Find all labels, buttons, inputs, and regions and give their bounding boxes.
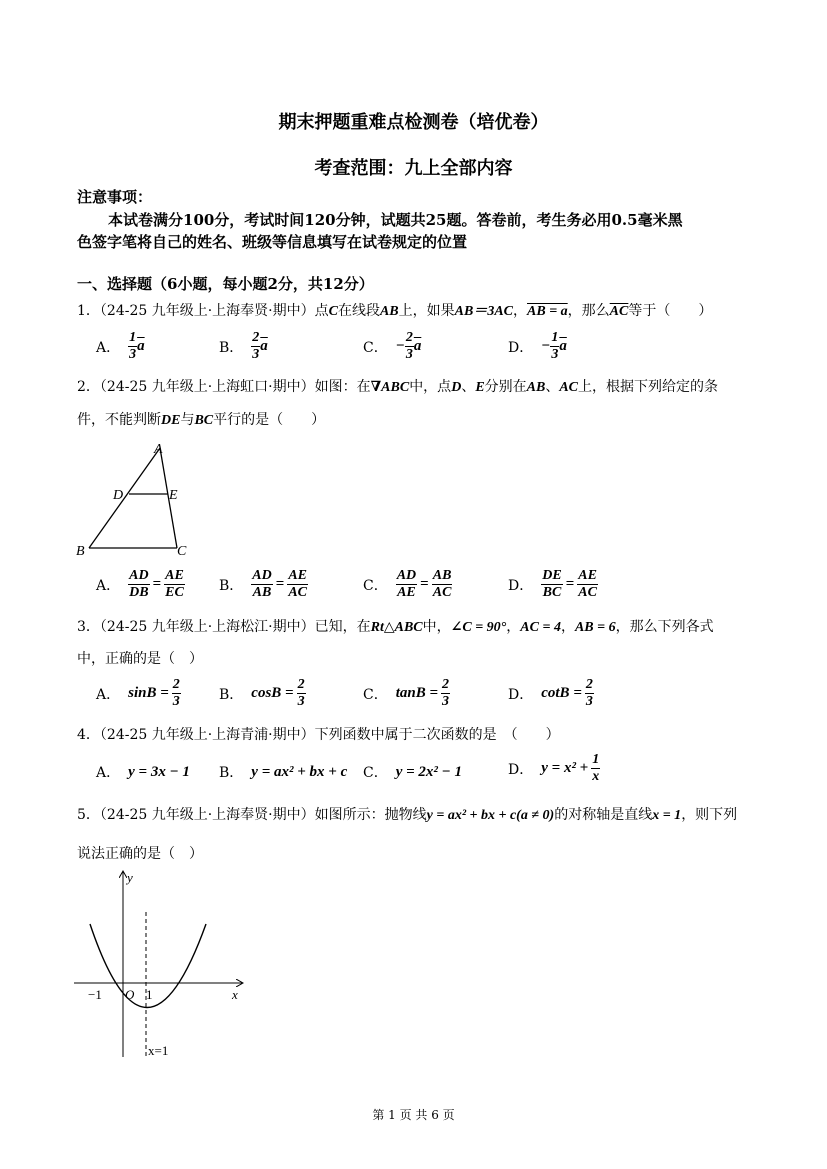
q4-option-a[interactable]: A． y = 3x − 1 — [96, 763, 190, 781]
q1-option-b[interactable]: B． 2 3 $\overline{a}$ — [219, 330, 268, 362]
q2-option-d[interactable]: D． $\frac{DE}{BC}$ = $\frac{AE}{AC}$ — [508, 568, 597, 600]
q1-option-d[interactable]: D． − $\frac{1}{3}$ $\overline{a}$ — [508, 330, 567, 362]
triangle-figure — [70, 438, 200, 563]
q1-option-c[interactable]: C． − $\frac{2}{3}$ $\overline{a}$ — [363, 330, 422, 362]
label-c: C — [177, 544, 187, 559]
question-5: 5．（24-25 九年级上·上海奉贤·期中）如图所示：抛物线y = ax² + bx + c(a ≠ 0)的对称轴是直线x = 1，则下列 — [77, 807, 738, 823]
notice-line2: 色签字笔将自己的姓名、班级等信息填写在试卷规定的位置 — [77, 233, 468, 251]
neg-one-label: −1 — [88, 987, 102, 1002]
question-3: 3．（24-25 九年级上·上海松江·期中）已知，在Rt△ABC中，∠C = 90°，AC = 4，AB = 6，那么下列各式 — [77, 619, 714, 635]
notice-heading: 注意事项： — [77, 188, 153, 206]
question-2-line2: 件，不能判断DE与BC平行的是（ ） — [77, 412, 326, 428]
q4-option-b[interactable]: B． y = ax² + bx + c — [219, 763, 348, 781]
q3-option-a[interactable]: A． sinB = $\frac{2}{3}$ — [96, 677, 180, 709]
notice-line1: 本试卷满分100分，考试时间120分钟，试题共25题。答卷前，考生务必用0.5毫米黑 — [108, 211, 683, 229]
q4-option-d[interactable]: D． y = x² + $\frac{1}{x}$ — [508, 752, 600, 784]
q2-option-c[interactable]: C． $\frac{AD}{AE}$ = $\frac{AB}{AC}$ — [363, 568, 452, 600]
page-footer: 第 1 页 共 6 页 — [372, 1108, 455, 1122]
q1-option-a[interactable]: A． 1 3 $\overline{a}$ — [96, 330, 145, 362]
q2-option-b[interactable]: B． $\frac{AD}{AB}$ = $\frac{AE}{AC}$ — [219, 568, 307, 600]
q3-option-c[interactable]: C． tanB = $\frac{2}{3}$ — [363, 677, 450, 709]
page-title: 期末押题重难点检测卷（培优卷） — [278, 112, 549, 133]
pos-one-label: 1 — [146, 987, 153, 1002]
q3-option-d[interactable]: D． cotB = $\frac{2}{3}$ — [508, 677, 593, 709]
question-2: 2．（24-25 九年级上·上海虹口·期中）如图：在∇ABC中，点D、E分别在AB、AC上，根据下列给定的条 — [77, 379, 719, 395]
q3-option-b[interactable]: B． cosB = $\frac{2}{3}$ — [219, 677, 305, 709]
label-d: D — [113, 488, 124, 503]
question-3-line2: 中，正确的是（ ） — [77, 651, 203, 667]
q4-option-c[interactable]: C． y = 2x² − 1 — [363, 763, 463, 781]
parabola-graph — [70, 862, 250, 1062]
symmetry-label: x=1 — [148, 1043, 169, 1058]
label-a: A — [154, 442, 163, 457]
question-5-line2: 说法正确的是（ ） — [77, 846, 203, 862]
x-axis-label: x — [232, 987, 238, 1002]
page-subtitle: 考查范围：九上全部内容 — [314, 158, 513, 179]
q2-option-a[interactable]: A． $\frac{AD}{DB}$ = $\frac{AE}{EC}$ — [96, 568, 184, 600]
section-heading: 一、选择题（6小题，每小题2分，共12分） — [77, 275, 374, 293]
y-axis-label: y — [127, 870, 133, 885]
label-b: B — [76, 544, 85, 559]
origin-label: O — [125, 987, 135, 1002]
label-e: E — [169, 488, 178, 503]
question-1: 1．（24-25 九年级上·上海奉贤·期中）点C在线段AB上，如果AB＝3AC，AB = a，那么$\overline{AC}$等于（ ） — [77, 303, 713, 319]
segment-ab — [89, 448, 160, 548]
question-4: 4．（24-25 九年级上·上海青浦·期中）下列函数中属于二次函数的是 （ ） — [77, 727, 560, 743]
